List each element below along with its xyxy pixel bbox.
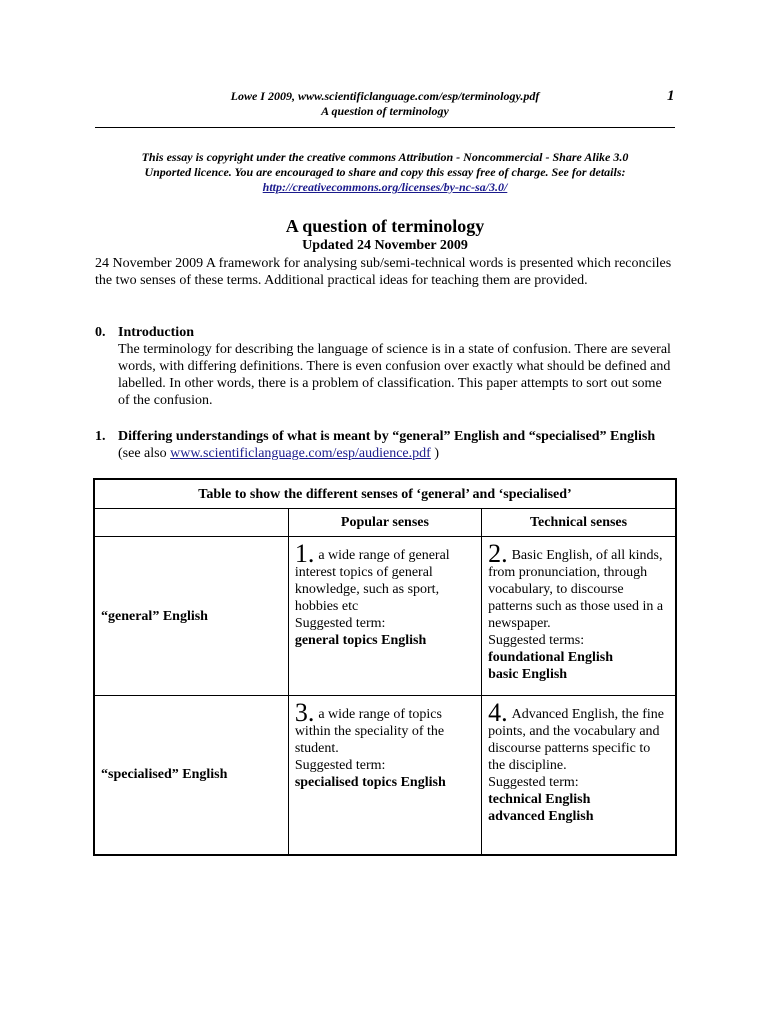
suggested-term: technical English <box>488 792 591 807</box>
column-header-popular: Popular senses <box>288 509 481 537</box>
section-heading: Differing understandings of what is meant by “general” English and “specialised” English <box>118 429 656 444</box>
cell-text: Basic English, of all kinds, from pronunciation, through vocabulary, to discourse patterns such as those used in a newspaper. <box>488 548 664 631</box>
section-differing-understandings <box>95 428 675 462</box>
license-link[interactable]: http://creativecommons.org/licenses/by-nc-sa/3.0/ <box>262 180 508 194</box>
updated-date: Updated 24 November 2009 <box>302 238 468 253</box>
section-introduction <box>95 324 675 409</box>
page-number: 1 <box>667 88 675 104</box>
section-number: 0. <box>95 325 106 340</box>
cell-general-technical <box>482 537 676 696</box>
row-label-specialised: “specialised” English <box>94 696 288 855</box>
see-also-close: ) <box>434 446 439 461</box>
cell-text: a wide range of topics within the speciality of the student. <box>294 707 445 756</box>
suggested-label: Suggested term: <box>294 616 386 631</box>
cell-general-popular <box>288 537 481 696</box>
suggested-term: foundational English <box>488 650 613 665</box>
suggested-term: specialised topics English <box>294 775 446 790</box>
header-citation: Lowe I 2009, www.scientificlanguage.com/esp/terminology.pdf <box>230 89 540 103</box>
document-title: A question of terminology <box>285 216 485 236</box>
copyright-line-1: This essay is copyright under the creative commons Attribution - Noncommercial - Share Alike 3.0 <box>141 150 629 164</box>
copyright-line-2: Unported licence. You are encouraged to share and copy this essay free of charge. See for details: <box>144 165 626 179</box>
suggested-term: general topics English <box>294 633 427 648</box>
suggested-term: advanced English <box>488 809 594 824</box>
table-caption: Table to show the different senses of ‘general’ and ‘specialised’ <box>94 479 676 509</box>
cell-number: 4. <box>488 698 508 727</box>
cell-specialised-technical <box>482 696 676 855</box>
senses-table <box>93 478 677 856</box>
section-number: 1. <box>95 429 106 444</box>
running-header <box>95 89 675 119</box>
header-subtitle: A question of terminology <box>321 104 449 118</box>
section-text: The terminology for describing the language of science is in a state of confusion. There are several words, with differing definitions. There is even confusion over exactly what should be defined and labelled. In other words, there is a problem of classification. This paper attempts to sort out some of the confusion. <box>118 342 671 408</box>
cell-number: 3. <box>294 698 315 727</box>
audience-link[interactable]: www.scientificlanguage.com/esp/audience.pdf <box>170 446 431 461</box>
cell-number: 2. <box>488 539 508 568</box>
suggested-label: Suggested terms: <box>488 633 585 648</box>
copyright-notice <box>100 150 670 195</box>
see-also-text: (see also <box>118 446 167 461</box>
suggested-label: Suggested term: <box>488 775 579 790</box>
cell-text: a wide range of general interest topics of general knowledge, such as sport, hobbies etc <box>294 548 450 614</box>
cell-text: Advanced English, the fine points, and the vocabulary and discourse patterns specific to the discipline. <box>488 707 664 773</box>
empty-header-cell <box>94 509 288 537</box>
column-header-technical: Technical senses <box>482 509 676 537</box>
suggested-label: Suggested term: <box>294 758 386 773</box>
section-heading: Introduction <box>118 325 194 340</box>
header-rule <box>95 127 675 128</box>
cell-number: 1. <box>294 539 315 568</box>
abstract: 24 November 2009 A framework for analysing sub/semi-technical words is presented which reconciles the two senses of these terms. Additional practical ideas for teaching them are provided. <box>95 256 672 288</box>
row-label-general: “general” English <box>94 537 288 696</box>
suggested-term: basic English <box>488 667 568 682</box>
cell-specialised-popular <box>288 696 481 855</box>
